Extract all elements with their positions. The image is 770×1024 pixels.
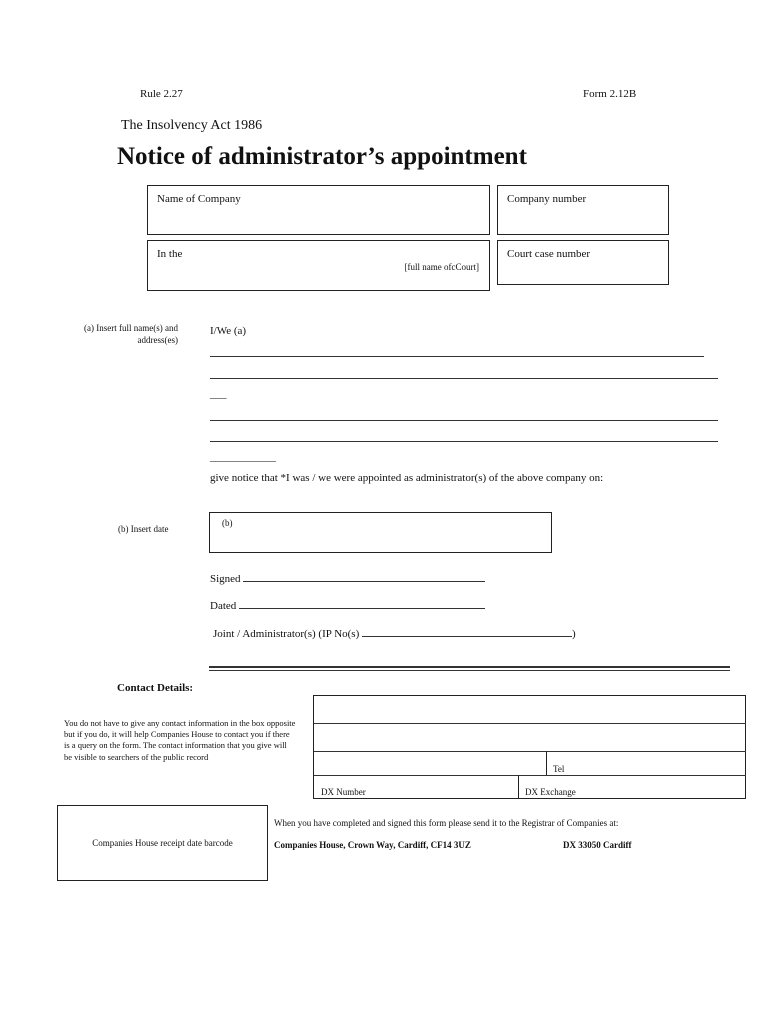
date-box-label: (b) <box>222 518 233 528</box>
contact-divider-3 <box>314 775 746 776</box>
signed-line[interactable] <box>243 570 485 582</box>
name-line-2[interactable] <box>210 378 718 379</box>
company-number-field[interactable] <box>497 185 669 235</box>
tel-divider <box>546 751 547 775</box>
rule-number: Rule 2.27 <box>140 88 183 100</box>
address-line-2[interactable] <box>210 441 718 442</box>
companies-house-address: Companies House, Crown Way, Cardiff, CF14 3UZ <box>274 840 471 850</box>
contact-instructions: You do not have to give any contact information in the box opposite but if you do, it will help Companies House to contact you if there is a query on the form. The contact information that you give will be visible to searchers of the public record <box>64 718 296 762</box>
ip-number-line[interactable] <box>362 625 572 637</box>
dated-line[interactable] <box>239 597 485 609</box>
page-title: Notice of administrator’s appointment <box>117 143 527 170</box>
court-label: In the <box>157 248 183 260</box>
contact-divider-2 <box>314 751 746 752</box>
contact-box <box>313 695 746 799</box>
dx-address: DX 33050 Cardiff <box>563 840 632 850</box>
appointment-notice: give notice that *I was / we were appointed as administrator(s) of the above company on: <box>210 472 604 484</box>
signed-row <box>210 570 485 585</box>
dx-number-label: DX Number <box>321 787 366 797</box>
contact-name-field[interactable] <box>314 696 746 723</box>
company-number-label: Company number <box>507 193 587 205</box>
joint-row <box>213 625 576 640</box>
dx-divider <box>518 775 519 799</box>
contact-address-field[interactable] <box>314 724 746 751</box>
dated-row <box>210 597 485 612</box>
company-name-field[interactable] <box>147 185 490 235</box>
court-case-number-field[interactable] <box>497 240 669 285</box>
name-line-1[interactable] <box>210 356 704 357</box>
signed-label: Signed <box>210 573 241 585</box>
iwe-label: I/We (a) <box>210 325 247 337</box>
name-line-stub-1: ___ <box>210 388 227 400</box>
divider-top <box>209 666 730 668</box>
court-field[interactable] <box>147 240 490 291</box>
address-line-1[interactable] <box>210 420 718 421</box>
court-hint: [full name ofcCourt] <box>404 262 479 272</box>
company-name-label: Name of Company <box>157 193 241 205</box>
dated-label: Dated <box>210 600 237 612</box>
send-instructions: When you have completed and signed this form please send it to the Registrar of Companies at: <box>274 818 619 828</box>
dx-exchange-label: DX Exchange <box>525 787 576 797</box>
joint-close: ) <box>572 628 576 640</box>
address-line-stub: ____________ <box>210 451 276 463</box>
court-case-label: Court case number <box>507 248 591 260</box>
barcode-box <box>57 805 268 881</box>
act-name: The Insolvency Act 1986 <box>121 118 263 133</box>
tel-label: Tel <box>553 764 565 774</box>
divider-bottom <box>209 670 730 671</box>
note-a: (a) Insert full name(s) and address(es) <box>84 323 178 345</box>
barcode-label: Companies House receipt date barcode <box>92 838 233 848</box>
note-b: (b) Insert date <box>118 524 169 534</box>
form-number: Form 2.12B <box>583 88 637 100</box>
contact-heading: Contact Details: <box>117 682 194 694</box>
joint-label: Joint / Administrator(s) (IP No(s) <box>213 628 360 640</box>
appointment-date-field[interactable] <box>209 512 552 553</box>
